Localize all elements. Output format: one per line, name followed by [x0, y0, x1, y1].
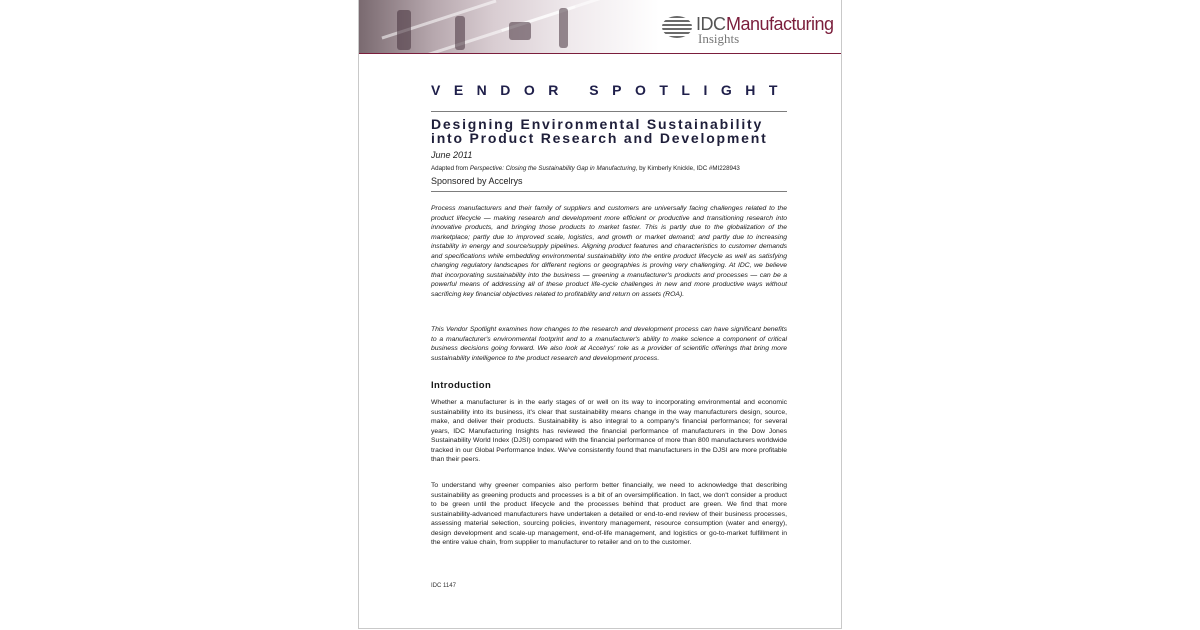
vendor-spotlight-heading: VENDOR SPOTLIGHT [431, 82, 791, 98]
document-title: Designing Environmental Sustainability into Product Research and Development [431, 116, 768, 146]
adapted-from-note [431, 165, 791, 172]
adapted-prefix: Adapted from [431, 165, 470, 172]
header-banner [359, 0, 842, 54]
logo-manufacturing: Manufacturing [726, 14, 834, 34]
document-date: June 2011 [431, 150, 473, 160]
adapted-source: Perspective: Closing the Sustainability Gap in Manufacturing [469, 165, 636, 172]
document-page [358, 0, 842, 629]
globe-icon [662, 16, 692, 38]
sponsor-line: Sponsored by Accelrys [431, 176, 523, 186]
logo-insights: Insights [698, 31, 740, 46]
idc-manufacturing-insights-logo [662, 14, 832, 48]
adapted-suffix: , by Kimberly Knickle, IDC #MI228943 [635, 165, 740, 172]
abstract-paragraph-2: This Vendor Spotlight examines how changes to the research and development process can have significant benefits to a manufacturer's environmental footprint and to a manufacturer's ability to make science a component of critical business decisions going forward. We also look at Accelrys' role as a provider of scientific offerings that bring more sustainability intelligence to the product research and development process. [431, 326, 787, 362]
introduction-paragraph-2: To understand why greener companies also perform better financially, we need to acknowledge that describing sustainability as greening products and processes is a bit of an oversimplification. In fact, we don't consider a product to be green until the product lifecycle and the processes behind that product are green. We find that more sustainability-advanced manufacturers have undertaken a detailed or end-to-end review of their business processes, assessing material selection, sourcing policies, inventory management, resource consumption (water and energy), design development and scale-up management, end-of-life management, and logistics or go-to-market fulfillment in the entire value chain, from supplier to manufacturer to retailer and on to the customer. [431, 482, 787, 546]
logo-idc: IDC [696, 14, 726, 34]
abstract-paragraph-1: Process manufacturers and their family of suppliers and customers are universally facing challenges related to the product lifecycle — making research and development more efficient or productive and transitioning research into innovative products, and bringing those products to market faster. This is partly due to the globalization of the marketplace; partly due to improved scale, logistics, and growth or market demand; and partly due to increasing instability in energy and source/supply pipelines. Aligning product features and characteristics to customer demands and specifications while embedding environmental sustainability into the entire product lifecycle as well as satisfying changing regulatory landscapes for different regions or geographies is proving very challenging. At IDC, we believe that incorporating sustainability into the business — greening a manufacturer's products and processes — can be a powerful means of addressing all of these product life-cycle challenges in new and more productive ways without sacrificing key financial objectives related to profitability and return on assets (ROA). [431, 205, 787, 298]
title-bottom-rule [431, 191, 787, 192]
title-top-rule [431, 111, 787, 112]
banner-divider [359, 53, 842, 54]
banner-photo [359, 0, 659, 54]
introduction-heading: Introduction [431, 380, 492, 391]
introduction-paragraph-1: Whether a manufacturer is in the early stages of or well on its way to incorporating environmental and economic sustainability into its business, it's clear that sustainability means change in the way manufacturers design, source, make, and deliver their products. Sustainability is also integral to a company's financial performance; for several years, IDC Manufacturing Insights has reviewed the financial performance of manufacturers in the Dow Jones Sustainability World Index (DJSI) compared with the financial performance of more than 800 manufacturers worldwide tracked in our Global Performance Index. We've consistently found that manufacturers in the DJSI are more profitable than their peers. [431, 399, 787, 463]
document-id-footer: IDC 1147 [431, 583, 456, 589]
